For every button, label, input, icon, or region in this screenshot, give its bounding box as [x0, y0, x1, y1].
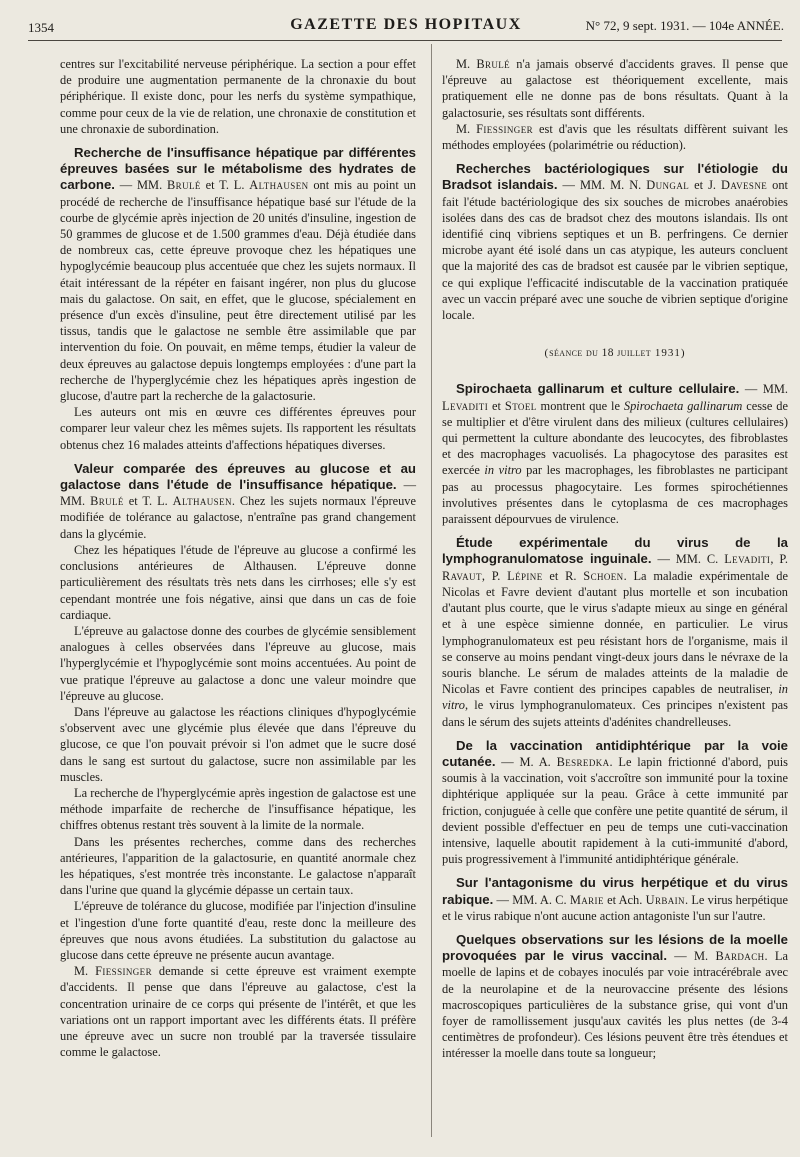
author-name: Schoen	[583, 568, 624, 583]
author-name: Althausen	[249, 178, 309, 193]
article-lesions-moelle: Quelques observations sur les lésions de la moelle provoquées par le virus vaccinal. — M. Bardach. La moelle de lapins et de cobayes inoculés par voie intracérébrale avec de la neurolapine et de la neurovaccine présente des lésions macroscopiques particulières de la substance grise, qui vont d'un foyer de ramollissement jusqu'aux cavités les plus nettes (de 3-4 centimètres de profondeur). Ces lésions peuvent être très étendues et intéresser la moelle dans toute sa longueur;	[442, 931, 788, 1061]
article-title: Recherches bactériologiques sur l'étiologie du Bradsot islandais.	[442, 161, 788, 193]
article-title: Sur l'antagonisme du virus herpétique et du virus rabique.	[442, 875, 788, 907]
author-name: Brulé	[90, 494, 124, 509]
article-title: De la vaccination antidiphtérique par la voie cutanée.	[442, 737, 788, 769]
article-title: Étude expérimentale du virus de la lymphogranulomatose inguinale.	[442, 535, 788, 567]
article-text: ont mis au point un procédé de recherche de l'insuffisance hépatique basé sur l'étude de la courbe de glycémie après injection de 20 unités d'insuline, ingestion de 50 grammes de glucose et de 1.500 grammes d'eau. Déjà étudiée dans de nombreux cas, cette épreuve provoque chez les hépatiques une hypoglycémie beaucoup plus accentuée que chez les sujets normaux. Il était intéressant de la répéter en faisant ingérer, non plus du glucose mais du galactose. On sait, en effet, que le glucose, spécialement en présence d'un excès d'insuline, peut être directement utilisé par les tissus, tandis que le galactose ne semble être assimilable que par intervention du foie. On pouvait, en même temps, étudier la valeur de deux épreuves au galactose depuis longtemps employées : d'une part la recherche de l'hyperglycémie chez les hépatiques après ingestion de glucose, d'autre part la recherche de la galactosurie.	[60, 178, 416, 404]
author-name: Althausen	[172, 494, 232, 509]
paragraph: Les auteurs ont mis en œuvre ces différentes épreuves pour comparer leur valeur chez les mêmes sujets. Ils rapportent les résultats obtenus chez 16 malades atteints d'affections hépatiques diverses.	[60, 405, 416, 452]
author-name: Fiessinger	[95, 964, 152, 979]
author-name: Urbain	[645, 892, 685, 907]
article-recherche-insuffisance: Recherche de l'insuffisance hépatique par différentes épreuves basées sur le métabolisme des hydrates de carbone. — MM. Brulé et T. L. Althausen ont mis au point un procédé de recherche de l'insuffisance hépatique basé sur l'étude de la courbe de glycémie après injection de 20 unités d'insuline, ingestion de 50 grammes de glucose et de 1.500 grammes d'eau. Déjà étudiée dans de nombreux cas, cette épreuve provoque chez les hépatiques une hypoglycémie beaucoup plus accentuée que chez les sujets normaux. Il était intéressant de la répéter en faisant ingérer, non plus du glucose mais du galactose. On sait, en effet, que le glucose, spécialement en présence d'un excès d'insuline, peut être directement utilisé par les tissus, tandis que le galactose ne semble être assimilable que par intervention du foie. On pouvait, en même temps, étudier la valeur de deux épreuves au galactose depuis longtemps employées : d'une part la recherche de l'hyperglycémie chez les hépatiques après ingestion de glucose, d'autre part la recherche de la galactosurie.	[60, 145, 416, 404]
author-name: Marie	[569, 892, 604, 907]
author-name: Stoel	[504, 398, 537, 413]
author-name: Lépine	[507, 568, 543, 583]
paragraph: L'épreuve au galactose donne des courbes de glycémie sensiblement analogues à celles observées dans l'épreuve au glucose, mais l'hyperglycémie et l'hypoglycémie sont moins accentuées. Au point de vue pratique l'épreuve au galactose a donc une valeur moindre que l'épreuve au glucose.	[60, 623, 416, 703]
author-name: Brulé	[167, 178, 201, 193]
session-heading: (séance du 18 juillet 1931)	[544, 347, 686, 360]
article-text: . La moelle de lapins et de cobayes inoculés par voie intracérébrale avec de la neurolapine et de la neurovaccine présente des lésions macroscopiques particulières de la substance grise, qui vont d'un foyer de ramollissement jusqu'aux cavités les plus nettes (de 3-4 centimètres de profondeur). Ces lésions peuvent être très étendues et intéresser la moelle dans toute sa longueur;	[442, 949, 788, 1061]
author-name: Davesne	[721, 178, 768, 193]
author-name: Besredka	[556, 754, 610, 769]
article-antagonisme-virus: Sur l'antagonisme du virus herpétique et du virus rabique. — MM. A. C. Marie et Ach. Urbain. Le virus herpétique et le virus rabique n'ont aucune action antagoniste l'un sur l'autre.	[442, 875, 788, 923]
paragraph: Dans les présentes recherches, comme dans des recherches antérieures, l'apparition de la galactosurie, en quantité anormale chez les hépatiques, s'est montrée très inconstante. Le galactose n'apparaît dans l'urine que quand la glycémie dépasse un certain taux.	[60, 834, 416, 898]
header-rule	[28, 40, 782, 41]
author-name: Ravaut	[442, 568, 482, 583]
author-name: Fiessinger	[476, 121, 534, 136]
paragraph: M. Fiessinger est d'avis que les résultats diffèrent suivant les méthodes employées (polarimétrie ou réduction).	[442, 121, 788, 153]
issue-date: N° 72, 9 sept. 1931. — 104e ANNÉE.	[585, 18, 784, 33]
article-vaccination-antidiphterique: De la vaccination antidiphtérique par la voie cutanée. — M. A. Besredka. Le lapin frictionné d'abord, puis soumis à la vaccination, voit s'accroître son immunité pour la toxine diphtérique appliquée sur la peau. Grâce à cette immunité par friction, conjuguée à celle que confère une petite quantité de sérum, il devient possible d'effectuer en peu de temps une cuti-vaccination intensive, laquelle aboutit rapidement à la cuti-immunité d'abord, puis progressivement à l'immunité antidiphtérique générale.	[442, 737, 788, 867]
article-spirochaeta: Spirochaeta gallinarum et culture cellulaire. — MM. Levaditi et Stoel montrent que le Spirochaeta gallinarum cesse de se multiplier et d'être virulent dans des milieux (cultures cellulaires) qui permettent la culture abondante des leucocytes, des fibroblastes et des macrophages vacuolisés. La phagocytose des parasites est exercée in vitro par les macrophages, les fibroblastes ne participant pas au processus phagocytaire. Les formes spirochétiennes involutives présentes dans le cytoplasma de ces macrophages paraissent dépourvues de virulence.	[442, 381, 789, 527]
article-text: . Le lapin frictionné d'abord, puis soumis à la vaccination, voit s'accroître son immunité pour la toxine diphtérique appliquée sur la peau. Grâce à cette immunité par friction, conjuguée à celle que confère une petite quantité de sérum, il devient possible d'effectuer en peu de temps une cuti-vaccination intensive, laquelle aboutit rapidement à la cuti-immunité d'abord, puis progressivement à l'immunité antidiphtérique générale.	[442, 754, 788, 867]
paragraph: L'épreuve de tolérance du glucose, modifiée par l'injection d'insuline et l'ingestion d'une forte quantité d'eau, reste donc la meilleure des épreuves que nous avons étudiées. La substitution du galactose au glucose dans cette épreuve ne présente aucun avantage.	[60, 899, 416, 962]
page-number: 1354	[28, 20, 54, 35]
left-column	[60, 56, 416, 1060]
paragraph: M. Brulé n'a jamais observé d'accidents graves. Il pense que l'épreuve au galactose est théoriquement excellente, mais pratiquement elle ne donne pas de bons résultats. Quant à la galactosurie, ses résultats sont différents.	[442, 57, 789, 120]
article-title: Recherche de l'insuffisance hépatique par différentes épreuves basées sur le métabolisme des hydrates de carbone.	[60, 145, 416, 193]
journal-title: GAZETTE DES HOPITAUX	[290, 16, 522, 33]
paragraph: M. Fiessinger demande si cette épreuve est vraiment exempte d'accidents. Il pense que dans l'épreuve au galactose, c'est la concentration urinaire de ce corps qui présente de l'intérêt, et que les variations ont un rapport important avec les différents états. Il préfère une épreuve avec un sucre non troublé par la traversée tissulaire comme le galactose.	[60, 964, 416, 1060]
paragraph: La recherche de l'hyperglycémie après ingestion de galactose est une méthode imparfaite de recherche de l'insuffisance hépatique, les chiffres obtenus restant très souvent à la limite de la normale.	[60, 785, 416, 833]
paragraph: Dans l'épreuve au galactose les réactions cliniques d'hypoglycémie s'observent avec une glycémie plus élevée que dans l'épreuve du glucose, ce que l'on pouvait prévoir si l'on admet que le sucre dosé dans le sang est surtout du galactose, sucre non assimilable par les muscles.	[60, 704, 416, 784]
article-title: Quelques observations sur les lésions de la moelle provoquées par le virus vaccinal.	[442, 931, 788, 964]
author-name: Brulé	[476, 57, 511, 71]
article-text: . Le virus herpétique et le virus rabique n'ont aucune action antagoniste l'un sur l'autre.	[442, 892, 788, 923]
article-title: Valeur comparée des épreuves au glucose et au galactose dans l'étude de l'insuffisance hépatique.	[60, 460, 416, 493]
author-name: Levaditi	[442, 398, 489, 413]
author-name: Bardach	[715, 949, 765, 964]
paragraph: Chez les hépatiques l'étude de l'épreuve au glucose a confirmé les conclusions antérieures de Althausen. L'épreuve donne particulièrement des résultats très nets dans les cirrhoses; elle s'y est cependant montrée une fois négative, ainsi que dans un cas de foie cardiaque.	[60, 542, 416, 622]
page-header	[28, 14, 784, 38]
article-text: ont fait l'étude bactériologique des six souches de microbes anaérobies isolées dans des cas de bradsot chez des moutons islandais. Ils ont identifié cinq vibriens septiques et un B. perfringens. Ce dernier microbe ayant été isolé dans un cas atypique, les auteurs concluent que la majorité des cas de bradsot est causée par le vibrien septique, ce qui explique l'efficacité indiscutable de la vaccination pratiquée avec un vaccin préparé avec une souche de vibrien septique d'origine locale.	[442, 178, 788, 323]
article-valeur-comparee: Valeur comparée des épreuves au glucose et au galactose dans l'étude de l'insuffisance hépatique. — MM. Brulé et T. L. Althausen. Chez les sujets normaux l'épreuve modifiée de tolérance au galactose, n'entraîne pas grand changement dans la glycémie.	[60, 460, 416, 541]
author-name: Dungal	[646, 178, 690, 193]
column-divider	[431, 44, 432, 1137]
article-text: . Chez les sujets normaux l'épreuve modifiée de tolérance au galactose, n'entraîne pas grand changement dans la glycémie.	[60, 494, 416, 541]
right-column	[442, 56, 788, 1062]
article-title: Spirochaeta gallinarum et culture cellulaire.	[456, 381, 740, 397]
article-lymphogranulomatose: Étude expérimentale du virus de la lymphogranulomatose inguinale. — MM. C. Levaditi, P. Ravaut, P. Lépine et R. Schoen. La maladie expérimentale de Nicolas et Favre devient d'autant plus mortelle et son incubation d'autant plus courte, que le virus s'adapte mieux au singe en général et à une espèce simienne donnée, en particulier. Le virus lymphogranulomateux est peu résistant hors de l'organisme, mais il se conserve au moins pendant vingt-deux jours dans le névraxe de la souris blanche. Le sérum de malades atteints de la maladie de Nicolas et Favre contient des principes capables de neutraliser, in vitro, le virus lymphogranulomateux. Ces principes n'existent pas dans le sérum des sujets atteints d'adénites chandrelleuses.	[442, 535, 788, 729]
article-bradsot: Recherches bactériologiques sur l'étiologie du Bradsot islandais. — MM. M. N. Dungal et J. Davesne ont fait l'étude bactériologique des six souches de microbes anaérobies isolées dans des cas de bradsot chez des moutons islandais. Ils ont identifié cinq vibriens septiques et un B. perfringens. Ce dernier microbe ayant été isolé dans un cas atypique, les auteurs concluent que la majorité des cas de bradsot est causée par le vibrien septique, ce qui explique l'efficacité indiscutable de la vaccination pratiquée avec un vaccin préparé avec une souche de vibrien septique d'origine locale.	[442, 161, 788, 323]
paragraph: centres sur l'excitabilité nerveuse périphérique. La section a pour effet de produire une augmentation permanente de la chronaxie du bout périphérique. Il existe donc, pour les nerfs du système sympathique, comme pour ceux de la vie de relation, une chronaxie de constitution et une chronaxie de subordination.	[60, 57, 416, 136]
author-name: Levaditi	[724, 552, 771, 567]
